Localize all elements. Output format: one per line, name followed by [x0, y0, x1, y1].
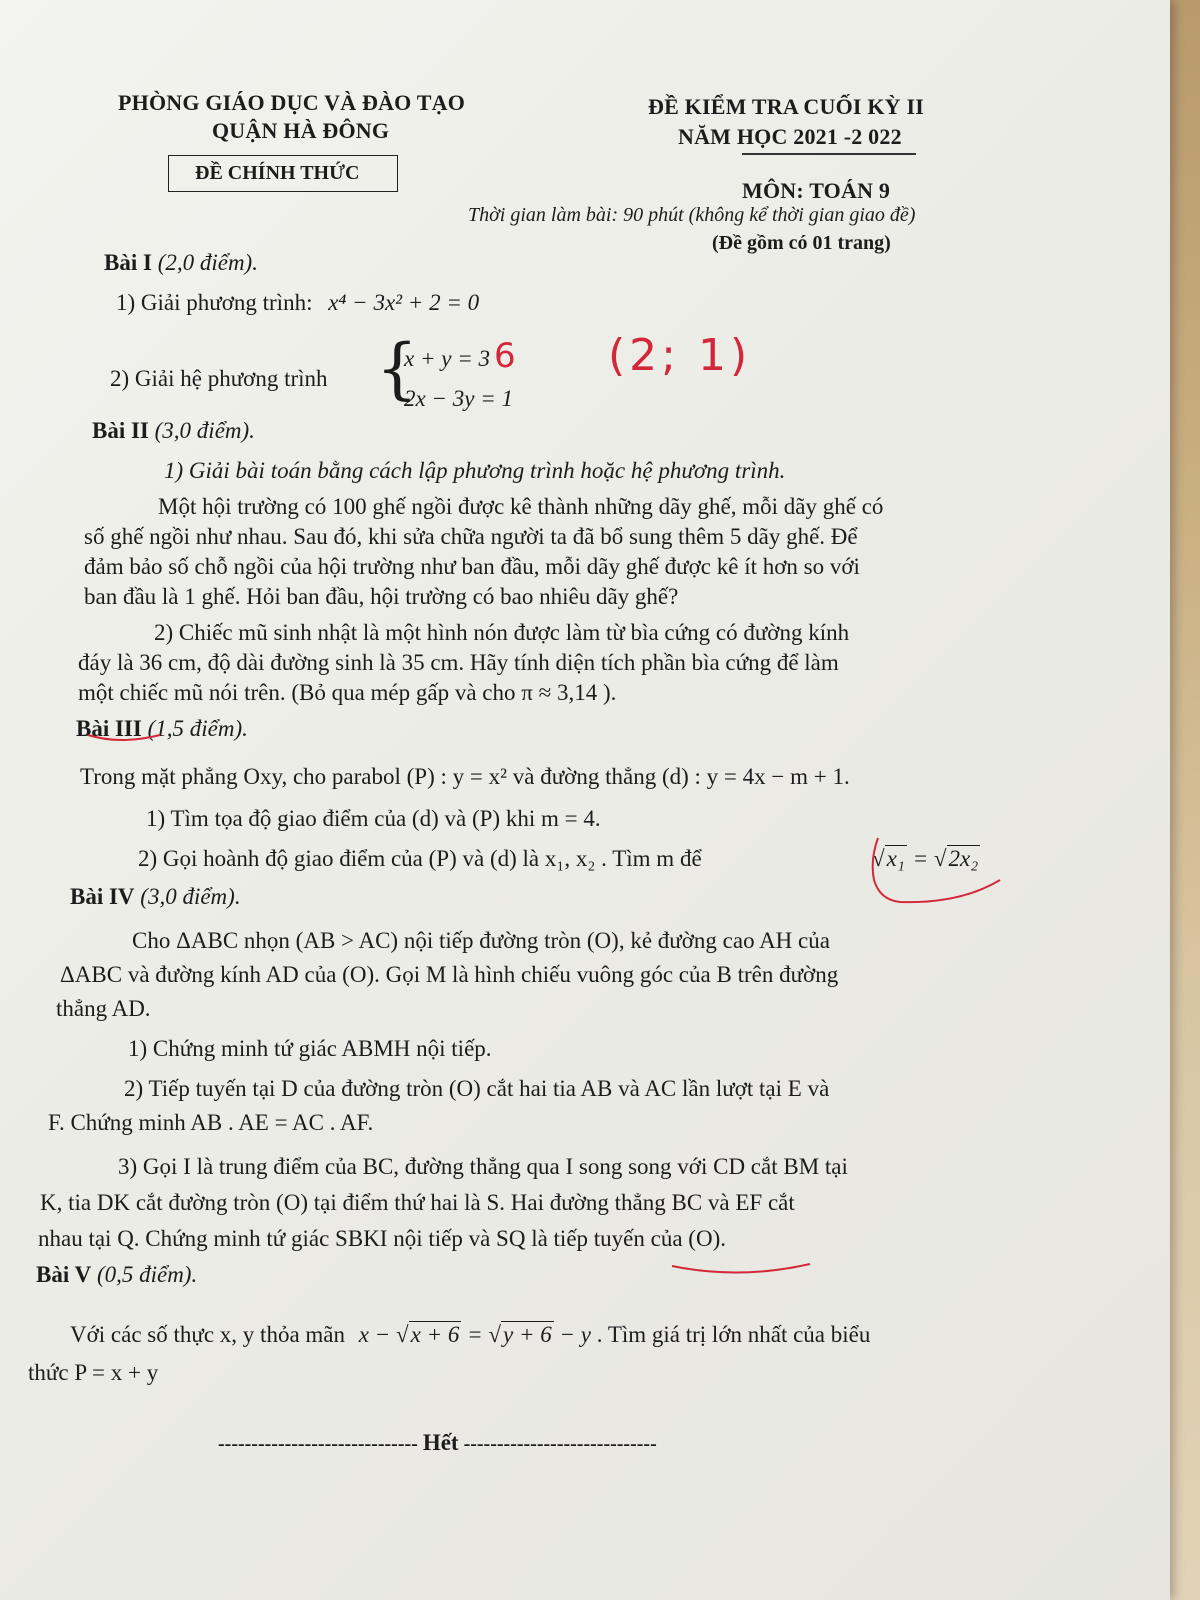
bai2-q1-heading: 1) Giải bài toán bằng cách lập phương trình hoặc hệ phương trình.	[164, 458, 786, 483]
official-exam-box: ĐỀ CHÍNH THỨC	[168, 155, 398, 192]
bai1-heading: Bài I (2,0 điểm).	[104, 250, 258, 275]
bai4-intro-line-3: thẳng AD.	[56, 996, 151, 1021]
condition-loop-mark	[873, 838, 1000, 902]
bai5-heading: Bài V (0,5 điểm).	[36, 1262, 198, 1287]
bai3-heading: Bài III (1,5 điểm).	[76, 716, 248, 741]
bai3-intro: Trong mặt phẳng Oxy, cho parabol (P) : y = x² và đường thẳng (d) : y = 4x − m + 1.	[80, 764, 850, 789]
bai2-q2-line-3: một chiếc mũ nói trên. (Bỏ qua mép gấp và cho π ≈ 3,14 ).	[78, 680, 617, 705]
bai3-q1: 1) Tìm tọa độ giao điểm của (d) và (P) khi m = 4.	[146, 806, 601, 831]
bai2-q1-line-4: ban đầu là 1 ghế. Hỏi ban đầu, hội trường có bao nhiêu dãy ghế?	[84, 584, 679, 609]
system-brace: {	[376, 330, 418, 407]
bai4-q3-line-1: 3) Gọi I là trung điểm của BC, đường thẳng qua I song song với CD cắt BM tại	[118, 1154, 848, 1179]
bai2-q1-line-3: đảm bảo số chỗ ngồi của hội trường như ban đầu, mỗi dãy ghế được kê ít hơn so với	[84, 554, 860, 579]
handwritten-answer: (2; 1)	[608, 330, 752, 381]
bai5-line-2: thức P = x + y	[28, 1360, 159, 1385]
system-equation-1: x + y = 3	[404, 346, 490, 371]
underline-tangent-mark	[672, 1264, 810, 1273]
bai4-q3-line-2: K, tia DK cắt đường tròn (O) tại điểm thứ hai là S. Hai đường thẳng BC và EF cắt	[40, 1190, 795, 1215]
bai4-intro-line-2: ΔABC và đường kính AD của (O). Gọi M là hình chiếu vuông góc của B trên đường	[60, 962, 839, 987]
underline-bai3-mark	[88, 735, 160, 740]
page-count: (Đề gồm có 01 trang)	[712, 232, 891, 254]
subject: MÔN: TOÁN 9	[742, 178, 891, 203]
bai2-q1-line-1: Một hội trường có 100 ghế ngồi được kê thành những dãy ghế, mỗi dãy ghế có	[158, 494, 884, 519]
bai4-q2-line-2: F. Chứng minh AB . AE = AC . AF.	[48, 1110, 374, 1135]
end-marker: ------------------------------ Hết -----------------------------	[218, 1430, 657, 1455]
bai4-q1: 1) Chứng minh tứ giác ABMH nội tiếp.	[128, 1036, 492, 1061]
bai1-q1: 1) Giải phương trình: x⁴ − 3x² + 2 = 0	[116, 290, 480, 315]
time-allowed: Thời gian làm bài: 90 phút (không kể thời gian giao đề)	[468, 204, 916, 226]
exam-title: ĐỀ KIỂM TRA CUỐI KỲ II	[648, 94, 924, 119]
bai3-q2: 2) Gọi hoành độ giao điểm của (P) và (d) là x₁, x₂ . Tìm m để	[138, 846, 702, 871]
bai1-q2-label: 2) Giải hệ phương trình	[110, 366, 328, 391]
system-equation-2: 2x − 3y = 1	[404, 386, 513, 411]
bai2-heading: Bài II (3,0 điểm).	[92, 418, 255, 443]
district-name: QUẬN HÀ ĐÔNG	[212, 118, 390, 143]
bai4-q3-line-3: nhau tại Q. Chứng minh tứ giác SBKI nội tiếp và SQ là tiếp tuyến của (O).	[38, 1226, 726, 1251]
school-year: NĂM HỌC 2021 -2 022	[678, 124, 902, 149]
bai2-q2-line-1: 2) Chiếc mũ sinh nhật là một hình nón được làm từ bìa cứng có đường kính	[154, 620, 850, 645]
bai4-q2-line-1: 2) Tiếp tuyến tại D của đường tròn (O) cắt hai tia AB và AC lần lượt tại E và	[124, 1076, 830, 1101]
bai2-q1-line-2: số ghế ngồi như nhau. Sau đó, khi sửa chữa người ta đã bổ sung thêm 5 dãy ghế. Để	[84, 524, 858, 549]
bai5-line-1: Với các số thực x, y thỏa mãn x − √x + 6 = √y + 6 − y . Tìm giá trị lớn nhất của biểu	[70, 1322, 871, 1347]
bai2-q2-line-2: đáy là 36 cm, độ dài đường sinh là 35 cm. Hãy tính diện tích phần bìa cứng để làm	[78, 650, 839, 675]
bai4-intro-line-1: Cho ΔABC nhọn (AB > AC) nội tiếp đường tròn (O), kẻ đường cao AH của	[132, 928, 830, 953]
handwritten-digit: 6	[494, 336, 516, 376]
bai3-condition: √x₁ = √2x₂	[872, 846, 979, 871]
department-name: PHÒNG GIÁO DỤC VÀ ĐÀO TẠO	[118, 90, 466, 115]
bai4-heading: Bài IV (3,0 điểm).	[70, 884, 241, 909]
